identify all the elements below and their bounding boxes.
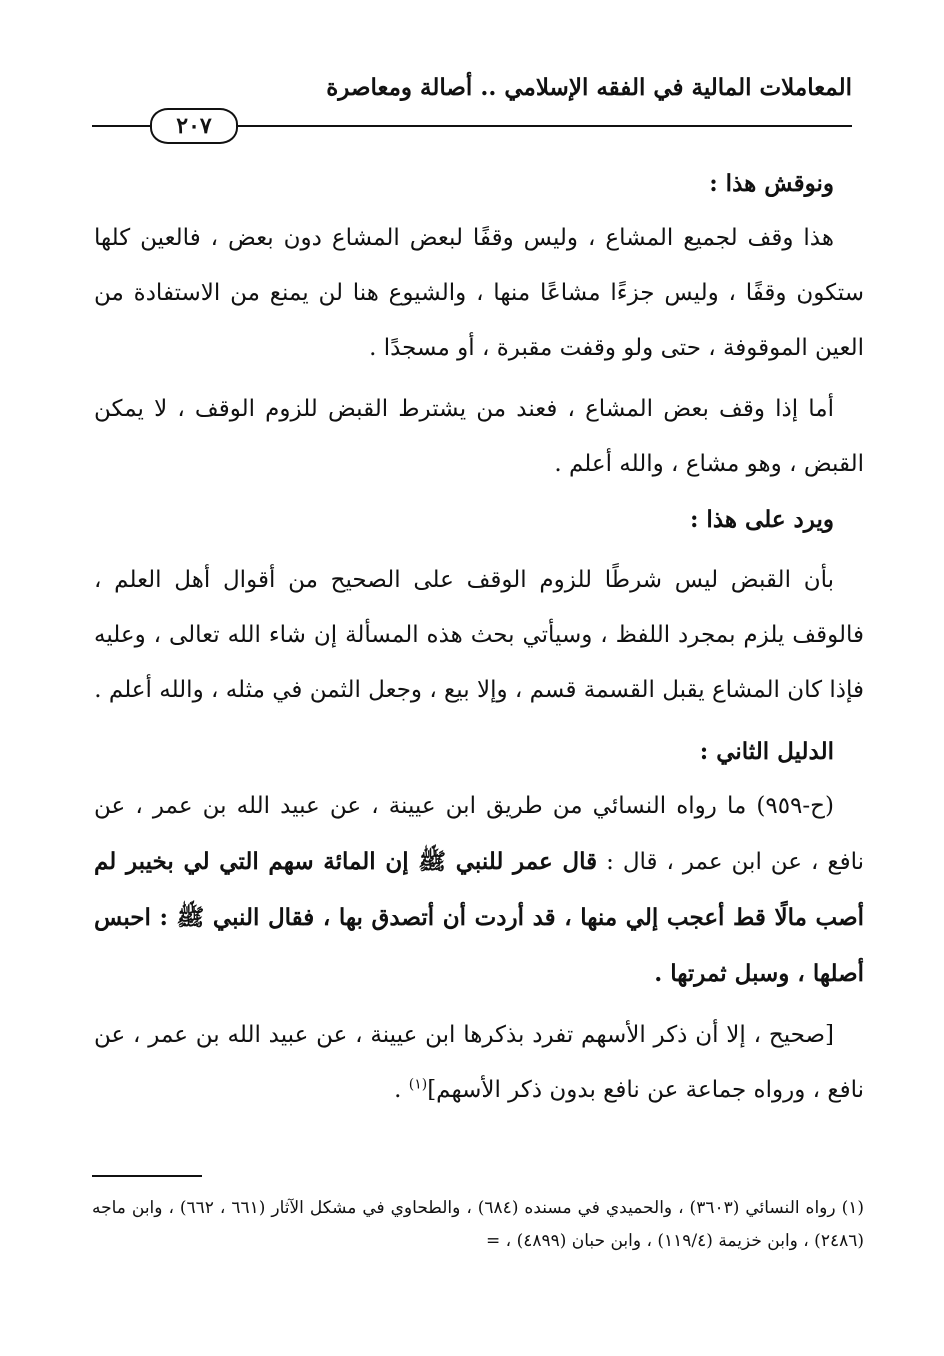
paragraph-3: بأن القبض ليس شرطًا للزوم الوقف على الصحيح من أقوال أهل العلم ، فالوقف يلزم بمجرد اللفظ ، وسيأتي بحث هذه المسألة إن شاء الله تعالى ، وعليه فإذا كان المشاع يقبل القسمة قسم ، وإلا بيع ، وجعل الثمن في مثله ، والله أعلم . [94,567,864,703]
heading-second-evidence: الدليل الثاني : [699,738,834,765]
footnote-1: (١) رواه النسائي (٣٦٠٣) ، والحميدي في مسنده (٦٨٤) ، والطحاوي في مشكل الآثار (٦٦١ ، ٦٦٢) ، وابن ماجه (٢٤٨٦) ، وابن خزيمة (١١٩/٤) ، وابن حبان (٤٨٩٩) ، = [92,1198,864,1251]
paragraph-hadith [94,779,864,1002]
page-number-badge: ٢٠٧ [150,108,238,144]
hadith-chain: (ح-٩٥٩) ما رواه النسائي من طريق ابن عيينة ، عن عبيد الله بن عمر ، عن نافع ، عن ابن عمر ، قال : [94,793,865,875]
footnote-rule [92,1175,202,1177]
heading-discussion: ونوقش هذا : [709,170,834,197]
hadith-text: قال عمر للنبي ﷺ إن المائة سهم التي لي بخيبر لم أصب مالًا قط أعجب إلي منها ، قد أردت أن أتصدق بها ، فقال النبي ﷺ : احبس أصلها ، وسبل ثمرتها . [94,848,864,987]
grading-text: [صحيح ، إلا أن ذكر الأسهم تفرد بذكرها ابن عيينة ، عن عبيد الله بن عمر ، عن نافع ، ورواه جماعة عن نافع بدون ذكر الأسهم] [94,1022,864,1103]
paragraph-1: هذا وقف لجميع المشاع ، وليس وقفًا لبعض المشاع دون بعض ، فالعين كلها ستكون وقفًا ، وليس جزءًا مشاعًا منها ، والشيوع هنا لن يمنع من الاستفادة من العين الموقوفة ، حتى ولو وقفت مقبرة ، أو مسجدًا . [94,225,864,361]
paragraph-2: أما إذا وقف بعض المشاع ، فعند من يشترط القبض للزوم الوقف ، لا يمكن القبض ، وهو مشاع ، والله أعلم . [94,396,864,477]
grading-end: . [394,1077,409,1103]
running-header-title: المعاملات المالية في الفقه الإسلامي .. أصالة ومعاصرة [326,74,852,101]
main-text [94,156,864,1118]
footnotes [92,1192,864,1258]
paragraph-grading [94,1008,864,1118]
footnote-ref-1[interactable]: (١) [408,1076,428,1093]
heading-response: ويرد على هذا : [689,506,834,533]
